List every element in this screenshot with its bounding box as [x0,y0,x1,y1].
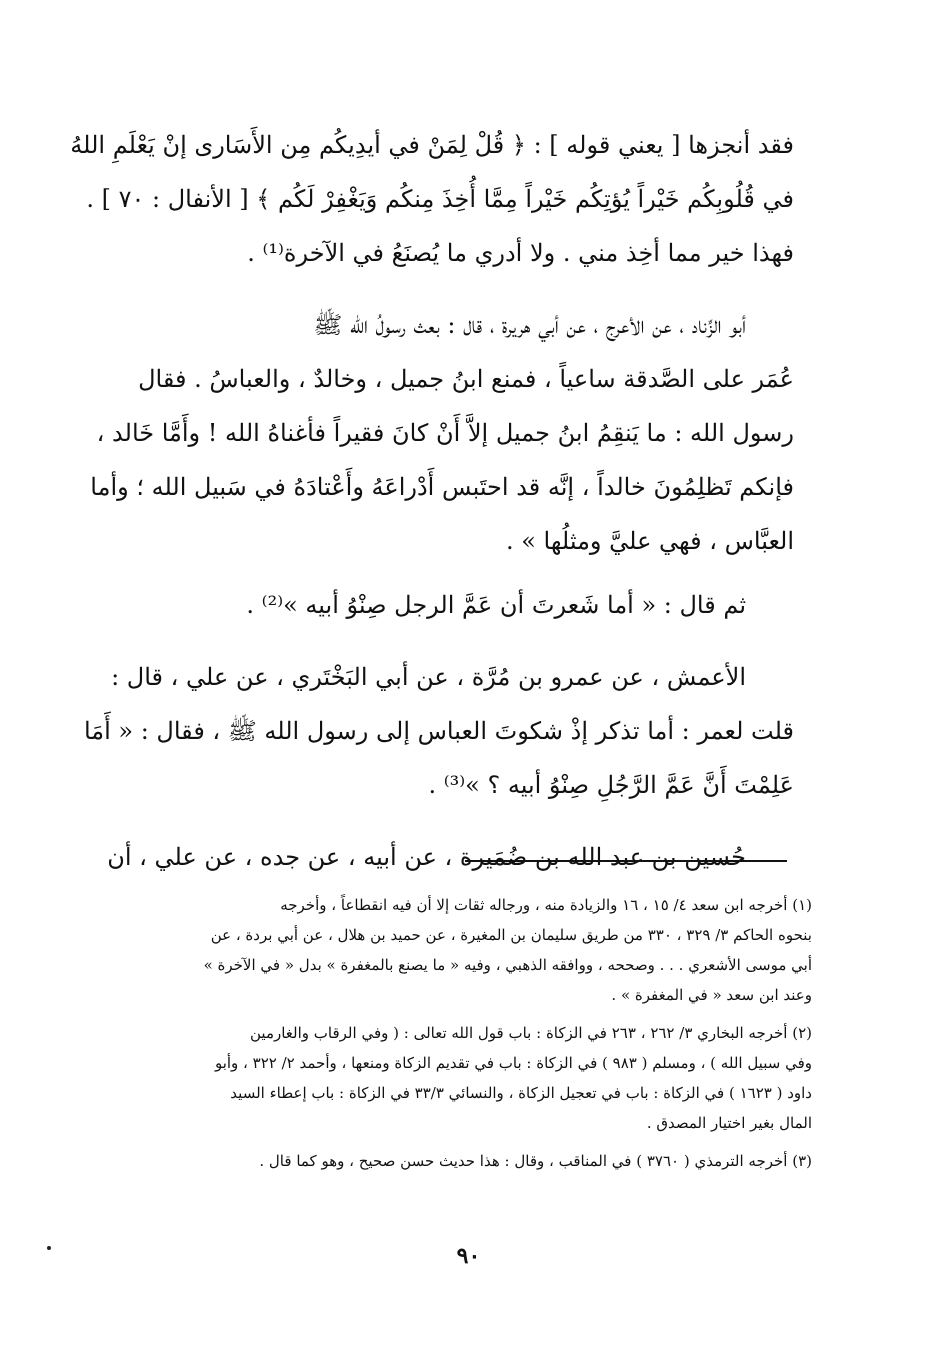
footnote-2 [118,1018,812,1138]
footnote-1 [118,890,812,1010]
footnote-line: (٣) أخرجه الترمذي ( ٣٧٦٠ ) في المناقب ، وقال : هذا حديث حسن صحيح ، وهو كما قال . [259,1152,812,1170]
footnote-line: المال بغير اختيار المصدق . [646,1114,812,1132]
text-line: فهذا خير مما أخِذ مني . ولا أدري ما يُصنَعُ في الآخرة⁽¹⁾ . [247,239,794,267]
text-line: عَلِمْتَ أَنَّ عَمَّ الرَّجُلِ صِنْوُ أبيه ؟ »⁽³⁾ . [428,771,794,799]
text-line: حُسين بن عبد الله بن ضُمَيرة ، عن أبيه ، عن جده ، عن علي ، أن [107,843,746,871]
footnote-divider [465,860,787,862]
text-line: فإنكم تَظلِمُونَ خالداً ، إنَّه قد احتَبس أَدْراعَهُ وأَعْتادَهُ في سَبيل الله ؛ وأما [90,473,794,501]
page-number: ٩٠ [456,1243,481,1269]
paragraph-4 [83,650,794,812]
paragraph-2 [90,298,794,568]
text-line: أبو الزِّناد ، عن الأعرج ، عن أبي هريرة ، قال : بعث رسولُ الله ﷺ [313,311,746,339]
text-line: ثم قال : « أما شَعرتَ أن عَمَّ الرجل صِنْوُ أبيه »⁽²⁾ . [246,591,746,619]
footnote-line: (١) أخرجه ابن سعد ٤/ ١٥ ، ١٦ والزيادة منه ، ورجاله ثقات إلا أن فيه انقطاعاً ، وأخرجه [280,896,812,914]
footnote-line: وعند ابن سعد « في المغفرة » . [611,986,812,1004]
text-line: فقد أنجزها [ يعني قوله ] : ﴿ قُلْ لِمَنْ في أيدِيكُم مِن الأَسَارى إنْ يَعْلَمِ اللهُ [70,131,794,159]
footnote-3 [118,1146,812,1176]
paragraph-3 [118,578,794,632]
footnote-line: أبي موسى الأشعري . . . وصححه ، ووافقه الذهبي ، وفيه « ما يصنع بالمغفرة » بدل « في الآخرة » [203,956,812,974]
footnote-line: بنحوه الحاكم ٣/ ٣٢٩ ، ٣٣٠ من طريق سليمان بن المغيرة ، عن حميد بن هلال ، عن أبي بردة ، عن [210,926,812,944]
footnotes [118,890,812,1176]
footnote-line: (٢) أخرجه البخاري ٣/ ٢٦٢ ، ٢٦٣ في الزكاة : باب قول الله تعالى : ( وفي الرقاب والغارمين [250,1024,812,1042]
paragraph-5 [107,830,794,884]
paragraph-1 [70,118,794,280]
text-line: رسول الله : ما يَنقِمُ ابنُ جميل إلاَّ أَنْ كانَ فقيراً فأغناهُ الله ! وأَمَّا خَالد ، [96,419,794,447]
footnote-line: داود ( ١٦٢٣ ) في الزكاة : باب في تعجيل الزكاة ، والنسائي ٣٣/٣ في الزكاة : باب إعطاء السيد [230,1084,812,1102]
scan-speck [47,1246,51,1250]
text-line: الأعمش ، عن عمرو بن مُرَّة ، عن أبي البَخْتَري ، عن علي ، قال : [111,663,746,691]
footnote-line: وفي سبيل الله ) ، ومسلم ( ٩٨٣ ) في الزكاة : باب في تقديم الزكاة ومنعها ، وأحمد ٢/ ٣٢٢ ، وأبو [214,1054,812,1072]
text-line: في قُلُوبِكُم خَيْراً يُؤتِكُم خَيْراً مِمَّا أُخِذَ مِنكُم وَيَغْفِرْ لَكُم ﴾ [ الأنفال : ٧٠ ] . [86,185,794,213]
main-text [70,118,794,884]
text-line: قلت لعمر : أما تذكر إذْ شكوتَ العباس إلى رسول الله ﷺ ، فقال : « أَمَا [83,717,794,745]
text-line: عُمَر على الصَّدقة ساعياً ، فمنع ابنُ جميل ، وخالدٌ ، والعباسُ . فقال [138,365,794,393]
text-line: العبَّاس ، فهي عليَّ ومثلُها » . [505,527,794,555]
